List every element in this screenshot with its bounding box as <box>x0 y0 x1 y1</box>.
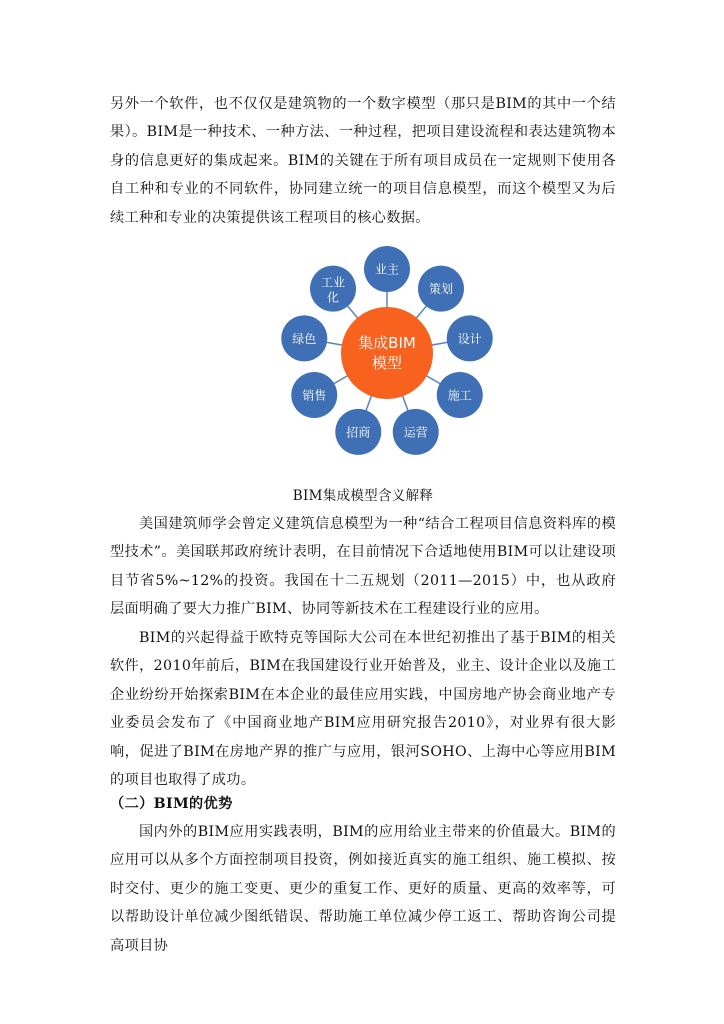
bim-diagram <box>262 240 512 470</box>
diagram-node-label: 绿色 <box>292 331 317 346</box>
diagram-node <box>418 266 464 312</box>
diagram-node <box>437 372 483 418</box>
paragraph-bim-rise: BIM的兴起得益于欧特克等国际大公司在本世纪初推出了基于BIM的相关软件，2010年前后，BIM在我国建设行业开始普及，业主、设计企业以及施工企业纷纷开始探索BIM在本企业的最佳应用实践，中国房地产协会商业地产专业委员会发布了《中国商业地产BIM应用研究报告2010》，对业界有很大影响，促进了BIM在房地产界的推广与应用，银河SOHO、上海中心等应用BIM的项目也取得了成功。 <box>110 630 616 789</box>
diagram-node-label: 运营 <box>403 425 428 440</box>
paragraph-bim-advantages: 国内外的BIM应用实践表明，BIM的应用给业主带来的价值最大。BIM的应用可以从多个方面控制项目投资，例如接近真实的施工组织、施工模拟、按时交付、更少的施工变更、更少的重复工作、更好的质量、更高的效率等，可以帮助设计单位减少图纸错误、帮助施工单位减少停工返工、帮助咨询公司提高项目协 <box>110 824 616 954</box>
diagram-center <box>341 307 433 399</box>
diagram-node <box>335 409 381 455</box>
diagram-node <box>291 372 337 418</box>
diagram-node <box>364 246 410 292</box>
diagram-node-label: 销售 <box>302 388 327 403</box>
center-circle <box>341 307 433 399</box>
diagram-node-label: 业主 <box>374 262 400 277</box>
diagram-node <box>310 266 356 312</box>
diagram-node <box>281 315 327 361</box>
paragraph-bim-definition: 另外一个软件，也不仅仅是建筑物的一个数字模型（那只是BIM的其中一个结果）。BIM是一种技术、一种方法、一种过程，把项目建设流程和表达建筑物本身的信息更好的集成起来。BIM的关键在于所有项目成员在一定规则下使用各自工种和专业的不同软件，协同建立统一的项目信息模型，而这个模型又为后续工种和专业的决策提供该工程项目的核心数据。 <box>110 96 616 226</box>
diagram-node <box>393 409 439 455</box>
diagram-node-label: 施工 <box>447 388 472 403</box>
center-label-line1: 集成BIM <box>358 334 416 352</box>
section-heading-bim-advantages: （二）BIM的优势 <box>110 796 233 812</box>
diagram-node-label: 设计 <box>457 331 482 346</box>
diagram-node-label: 策划 <box>428 282 454 297</box>
paragraph-aia-definition: 美国建筑师学会曾定义建筑信息模型为一种“结合工程项目信息资料库的模型技术”。美国联邦政府统计表明，在目前情况下合适地使用BIM可以让建设项目节省5%~12%的投资。我国在十二五规划（2011—2015）中，也从政府层面明确了要大力推广BIM、协同等新技术在工程建设行业的应用。 <box>110 516 616 618</box>
diagram-node-label: 招商 <box>346 425 371 440</box>
diagram-node-label: 工业 <box>320 275 346 290</box>
diagram-node <box>447 315 493 361</box>
center-label-line2: 模型 <box>371 354 403 372</box>
figure-caption: BIM集成模型含义解释 <box>292 488 434 504</box>
diagram-node-label-line2: 化 <box>326 290 340 305</box>
